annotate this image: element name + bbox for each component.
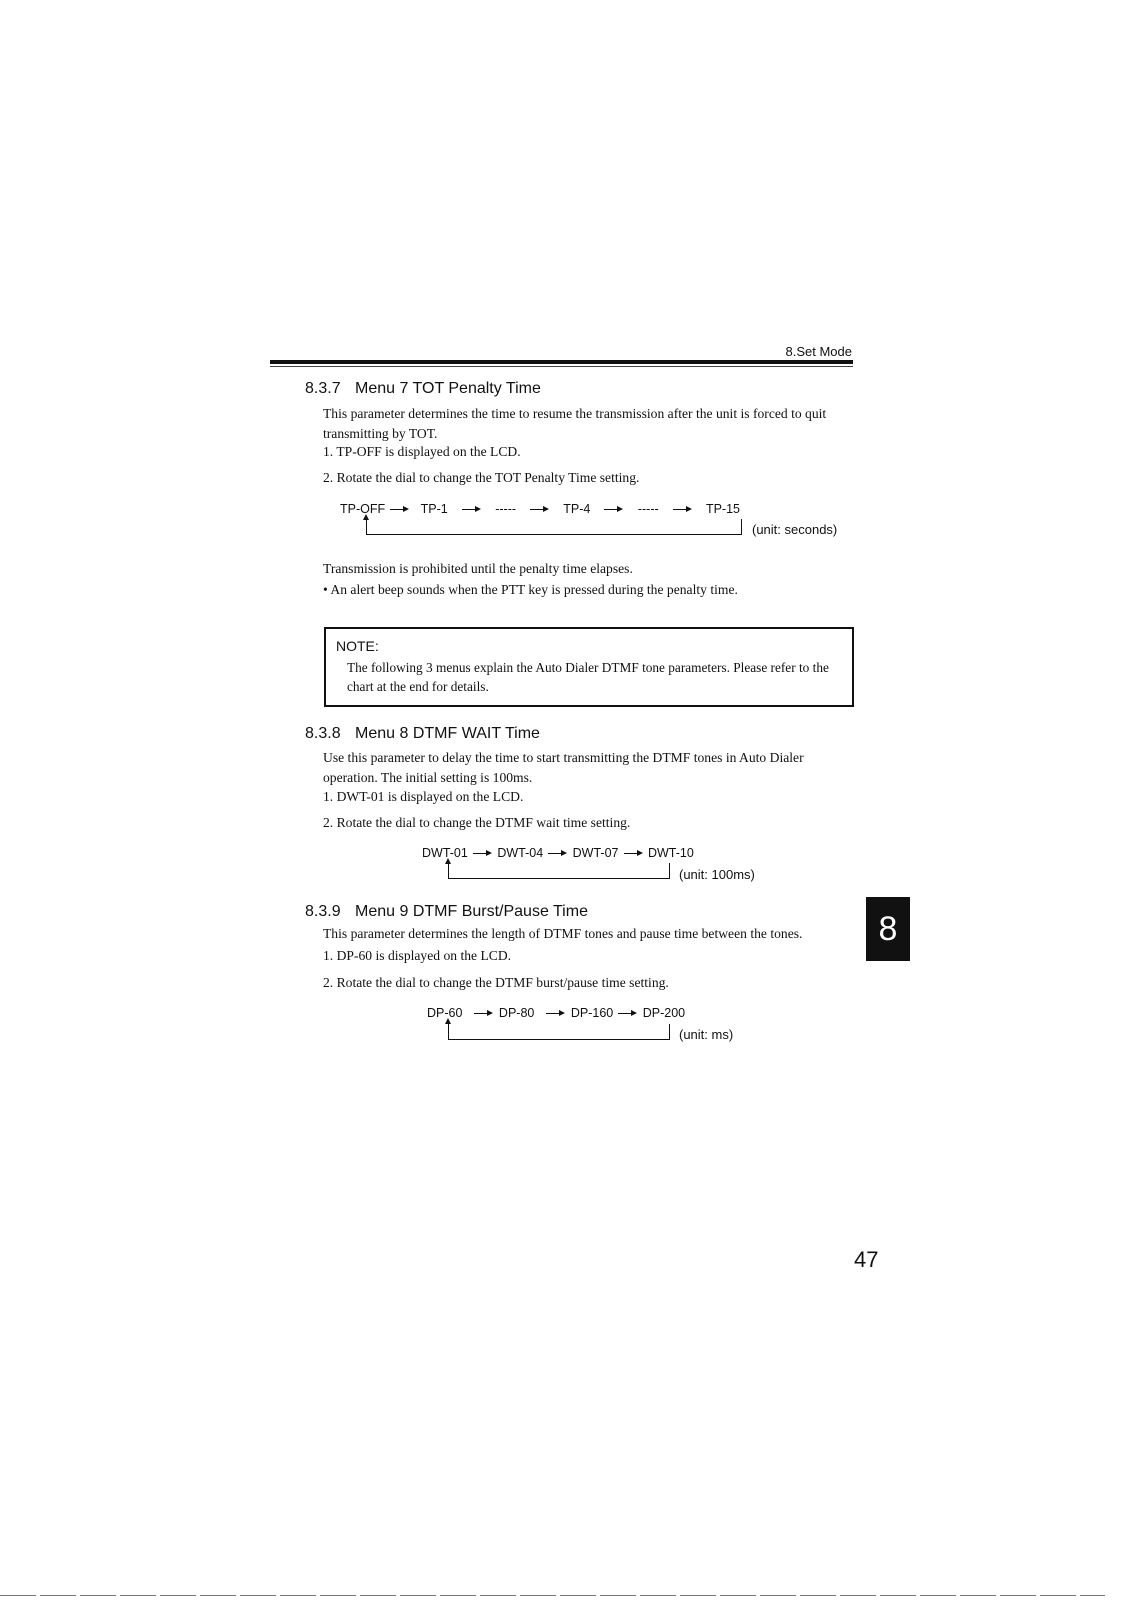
section-number: 8.3.8 xyxy=(305,725,341,742)
seq-item: DWT-04 xyxy=(497,846,544,860)
arrow-right-icon xyxy=(604,509,620,510)
section-number: 8.3.7 xyxy=(305,380,341,397)
seq-item: DP-60 xyxy=(427,1006,463,1020)
page-number: 47 xyxy=(854,1247,879,1272)
arrow-right-icon xyxy=(390,509,406,510)
section-number: 8.3.9 xyxy=(305,903,341,920)
arrow-right-icon xyxy=(474,1013,490,1014)
loop-line xyxy=(448,1023,449,1039)
arrow-right-icon xyxy=(530,509,546,510)
arrow-right-icon xyxy=(546,1013,562,1014)
section-title: Menu 8 DTMF WAIT Time xyxy=(355,725,540,742)
seq-item: ----- xyxy=(495,502,517,516)
step-1: 1. DP-60 is displayed on the LCD. xyxy=(323,948,512,963)
dwt-sequence xyxy=(422,846,694,860)
note-body: The following 3 menus explain the Auto Dialer DTMF tone parameters. Please refer to the chart at the end for details. xyxy=(347,660,829,694)
tp-sequence xyxy=(340,502,740,516)
seq-item: DWT-07 xyxy=(572,846,619,860)
loop-line xyxy=(741,519,742,535)
seq-item: ----- xyxy=(637,502,659,516)
section-intro: Use this parameter to delay the time to start transmitting the DTMF tones in Auto Dialer operation. The initial setting is 100ms. xyxy=(323,750,804,785)
step-2: 2. Rotate the dial to change the DTMF burst/pause time setting. xyxy=(323,975,669,990)
scan-edge-line xyxy=(0,1595,1105,1596)
arrow-right-icon xyxy=(618,1013,634,1014)
loop-line xyxy=(366,534,742,535)
seq-item: DP-200 xyxy=(642,1006,686,1020)
unit-label: (unit: 100ms) xyxy=(679,867,755,882)
section-heading-8-3-8 xyxy=(305,725,540,743)
arrow-right-icon xyxy=(473,853,489,854)
bullet-item: • An alert beep sounds when the PTT key is pressed during the penalty time. xyxy=(323,582,738,597)
note-title: NOTE: xyxy=(336,638,379,654)
loop-line xyxy=(448,863,449,878)
arrow-right-icon xyxy=(462,509,478,510)
step-2: 2. Rotate the dial to change the DTMF wait time setting. xyxy=(323,815,631,830)
dp-sequence xyxy=(427,1006,685,1020)
section-intro: This parameter determines the length of DTMF tones and pause time between the tones. xyxy=(323,926,803,941)
section-heading-8-3-7 xyxy=(305,380,541,398)
header-rule-thin xyxy=(270,366,853,367)
step-1: 1. TP-OFF is displayed on the LCD. xyxy=(323,444,521,459)
running-head: 8.Set Mode xyxy=(785,344,852,359)
unit-label: (unit: seconds) xyxy=(752,522,838,537)
seq-item: DWT-01 xyxy=(422,846,468,860)
loop-line xyxy=(669,1024,670,1040)
section-heading-8-3-9 xyxy=(305,903,588,921)
seq-item: DP-160 xyxy=(570,1006,614,1020)
seq-item: TP-4 xyxy=(563,502,591,516)
seq-item: TP-1 xyxy=(420,502,448,516)
section-intro: This parameter determines the time to resume the transmission after the unit is forced to quit transmitting by TOT. xyxy=(323,406,827,441)
unit-label: (unit: ms) xyxy=(679,1027,734,1042)
loop-line xyxy=(366,519,367,534)
arrow-right-icon xyxy=(673,509,689,510)
section-title: Menu 7 TOT Penalty Time xyxy=(355,380,541,397)
seq-item: DWT-10 xyxy=(647,846,694,860)
loop-line xyxy=(669,863,670,879)
paragraph: Transmission is prohibited until the penalty time elapses. xyxy=(323,561,633,576)
arrow-right-icon xyxy=(548,853,564,854)
header-rule xyxy=(270,360,853,364)
step-2: 2. Rotate the dial to change the TOT Penalty Time setting. xyxy=(323,470,640,485)
step-1: 1. DWT-01 is displayed on the LCD. xyxy=(323,789,524,804)
seq-item: TP-15 xyxy=(705,502,740,516)
seq-item: DP-80 xyxy=(498,1006,535,1020)
loop-line xyxy=(448,878,670,879)
arrow-right-icon xyxy=(624,853,640,854)
chapter-tab: 8 xyxy=(866,897,910,961)
section-title: Menu 9 DTMF Burst/Pause Time xyxy=(355,903,588,920)
loop-line xyxy=(448,1039,670,1040)
seq-item: TP-OFF xyxy=(340,502,386,516)
